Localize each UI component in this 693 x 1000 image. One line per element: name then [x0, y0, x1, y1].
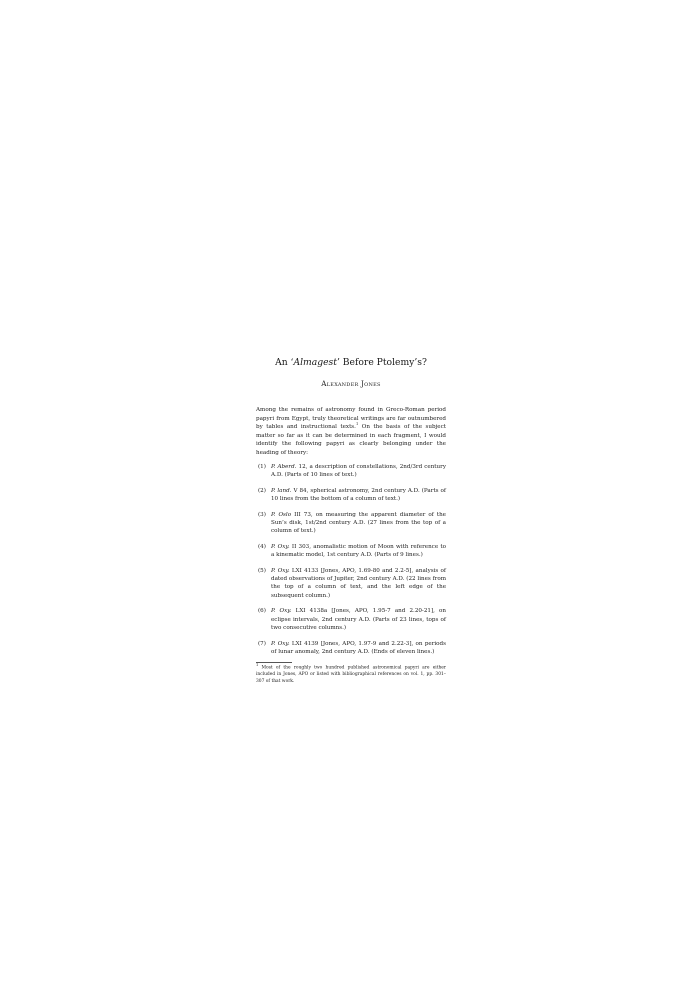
item-text: [271, 487, 446, 504]
item-text: [271, 511, 446, 536]
list-item: [256, 567, 446, 601]
item-number: (3): [258, 511, 266, 518]
item-number: (1): [258, 464, 266, 470]
list-item: [256, 511, 446, 536]
title-post: ’ Before Ptolemy’s?: [336, 357, 427, 368]
article-page: [256, 357, 446, 686]
item-body: II 303, anomalistic motion of Moon with reference to a kinematic model, 1st century A.D. (Parts of 9 lines.): [271, 543, 447, 559]
list-item: [256, 463, 446, 480]
item-body: LXI 4138a [Jones, APO, 1.95-7 and 2.20-21], on eclipse intervals, 2nd century A.D. (Parts of 23 lines, tops of two consecutive columns.): [271, 608, 447, 632]
article-title: [256, 357, 446, 369]
title-italic: Almagest: [293, 357, 337, 368]
item-text: [271, 640, 446, 657]
papyri-list: [256, 463, 446, 656]
list-item: [256, 487, 446, 504]
item-number: (6): [258, 608, 266, 615]
footnote-marker: 1: [355, 422, 359, 427]
list-item: [256, 640, 446, 657]
footnote-divider: [256, 662, 292, 663]
list-item: [256, 607, 446, 632]
author-name: Alexander Jones: [321, 379, 381, 388]
item-ref: P. Oxy.: [271, 640, 290, 647]
footnote-number: 1: [256, 663, 259, 668]
item-number: (2): [258, 487, 266, 494]
item-body: 12, a description of constellations, 2nd/3rd century A.D. (Parts of 10 lines of text.): [271, 464, 446, 479]
item-text: [271, 607, 446, 632]
footnote-text: Most of the roughly two hundred published astronomical papyri are either included in Jones, APO or listed with bibliographical references on vol. 1, pp. 301–307 of that work.: [256, 665, 446, 684]
item-body: V 84, spherical astronomy, 2nd century A.D. (Parts of 10 lines from the bottom of a column of text.): [271, 487, 446, 503]
item-ref: P. Oxy.: [271, 567, 290, 574]
intro-text-b: On the basis of the subject matter so far as it can be determined in each fragment, I would identify the following papyri as clearly belonging under the heading of theory:: [256, 424, 446, 456]
footnote: [256, 665, 446, 685]
title-pre: An ‘: [275, 357, 294, 368]
item-body: LXI 4133 [Jones, APO, 1.69-80 and 2.2-5], analysis of dated observations of Jupiter, 2nd century A.D. (22 lines from the top of a column of text, and the left edge of the subsequent column.): [271, 567, 446, 599]
item-body: III 73, on measuring the apparent diameter of the Sun’s disk, 1st/2nd century A.D. (27 lines from the top of a column of text.): [271, 511, 446, 535]
intro-text-a: Among the remains of astronomy found in Greco-Roman period papyri from Egypt, truly theoretical writings are far outnumbered by tables and instructional texts.: [256, 407, 446, 430]
item-body: LXI 4139 [Jones, APO, 1.97-9 and 2.22-3], on periods of lunar anomaly, 2nd century A.D. (Ends of eleven lines.): [271, 640, 446, 655]
item-number: (5): [258, 567, 266, 574]
item-ref: P. Oxy.: [271, 608, 292, 615]
item-number: (7): [258, 640, 266, 647]
item-number: (4): [258, 543, 266, 550]
item-ref: P. Oslo: [271, 511, 292, 518]
item-ref: P. land.: [271, 487, 292, 494]
item-ref: P. Aberd.: [271, 464, 297, 470]
item-text: [271, 543, 446, 560]
item-text: [271, 567, 446, 601]
list-item: [256, 543, 446, 560]
item-ref: P. Oxy.: [271, 543, 290, 550]
intro-paragraph: [256, 406, 446, 457]
item-text: [271, 463, 446, 480]
